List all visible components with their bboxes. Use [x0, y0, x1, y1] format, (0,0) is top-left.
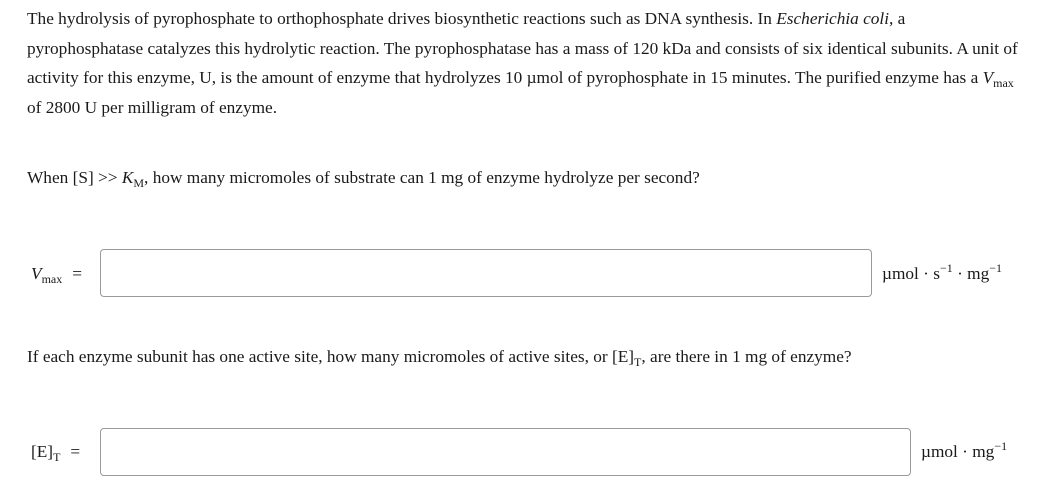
vmax-unit-exponent-2: −1	[989, 261, 1003, 275]
vmax-symbol: V	[982, 68, 994, 87]
km-subscript: M	[133, 176, 145, 190]
species-name: Escherichia coli	[776, 9, 890, 28]
question-2-text-part-1: If each enzyme subunit has one active site, how many micromoles of active sites, or [E]	[27, 347, 635, 366]
vmax-subscript: max	[993, 76, 1014, 90]
vmax-label-symbol: V	[31, 264, 42, 283]
question-1	[27, 167, 700, 189]
et-equals-sign: =	[70, 442, 81, 461]
et-unit-part-a: µmol · mg	[921, 442, 995, 461]
question-2-text-part-2: , are there in 1 mg of enzyme?	[641, 347, 852, 366]
vmax-label-subscript: max	[41, 272, 63, 286]
et-label-subscript: T	[53, 450, 61, 464]
problem-text-part-2: , a pyrophosphatase catalyzes this hydrolytic reaction. The pyrophosphatase has a mass of 120 kDa and consists of six identical subunits. A unit of activity for this enzyme, U, is the amount of enzyme that hydrolyzes 10 µmol of pyrophosphate in 15 minutes. The purified enzyme has a	[27, 9, 1018, 87]
et-label-main: [E]	[31, 442, 54, 461]
vmax-unit	[882, 263, 1002, 285]
question-1-text-part-1: When [S] >>	[27, 168, 122, 187]
et-unit	[921, 441, 1007, 463]
et-label	[31, 441, 80, 463]
vmax-answer-input[interactable]	[100, 249, 872, 297]
vmax-label	[31, 263, 82, 285]
problem-text-part-3: of 2800 U per milligram of enzyme.	[27, 97, 278, 117]
vmax-equals-sign: =	[72, 264, 82, 283]
et-answer-input[interactable]	[100, 428, 911, 476]
vmax-unit-part-b: · mg	[952, 264, 990, 283]
problem-statement	[27, 4, 1022, 122]
km-symbol: K	[121, 168, 134, 187]
et-unit-exponent: −1	[994, 439, 1008, 453]
vmax-unit-exponent-1: −1	[939, 261, 953, 275]
vmax-unit-part-a: µmol · s	[882, 264, 940, 283]
question-2-subscript: T	[634, 355, 642, 369]
question-2	[27, 346, 852, 368]
problem-text-part-1: The hydrolysis of pyrophosphate to orthophosphate drives biosynthetic reactions such as DNA synthesis. In	[27, 9, 777, 28]
question-1-text-part-2: , how many micromoles of substrate can 1 mg of enzyme hydrolyze per second?	[144, 168, 700, 187]
